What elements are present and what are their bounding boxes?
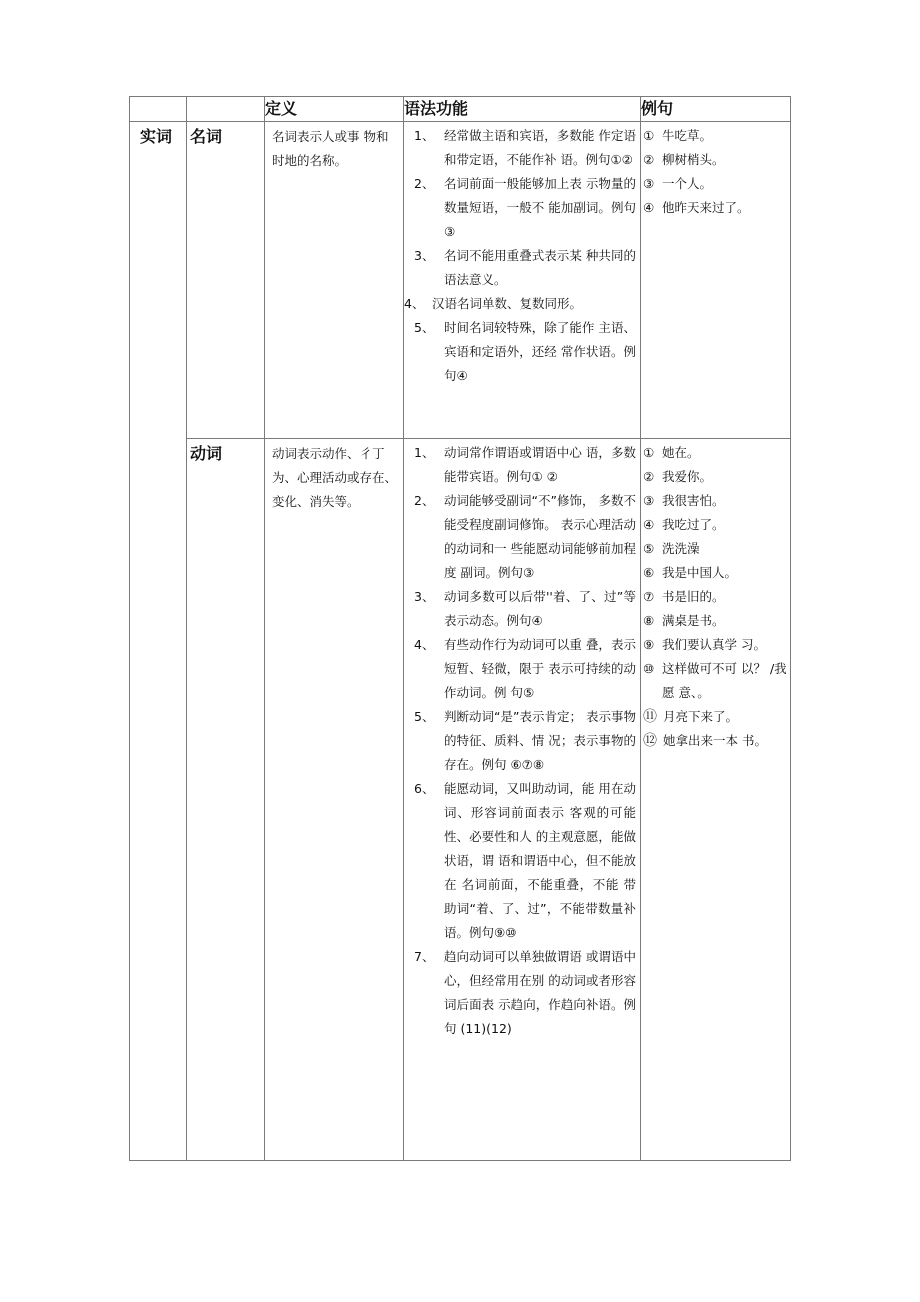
definition-verb: 动词表示动作、彳丁为、心理活动或存在、变化、消失等。 — [265, 439, 404, 1161]
example-number: ⑪ — [643, 709, 657, 725]
word-class-verb: 动词 — [187, 439, 265, 1161]
function-item — [408, 945, 636, 1041]
example-number: ⑫ — [643, 733, 657, 749]
function-text: 名词前面一般能够加上表 示物量的数量短语，一般不 能加副词。例句③ — [444, 176, 636, 239]
function-text: 时间名词较特殊，除了能作 主语、宾语和定语外，还经 常作状语。例句④ — [444, 320, 636, 383]
function-number: 3、 — [414, 589, 435, 604]
definition-noun: 名词表示人或事 物和时地的名称。 — [265, 122, 404, 439]
example-text: 牛吃草。 — [662, 128, 713, 143]
example-number: ④ — [643, 517, 655, 532]
examples-verb — [641, 439, 791, 1161]
function-number: 2、 — [414, 493, 435, 508]
example-number: ④ — [643, 200, 655, 215]
example-number: ⑤ — [643, 541, 655, 556]
example-text: 洗洗澡 — [662, 541, 700, 556]
function-item — [408, 316, 636, 388]
example-item — [643, 729, 788, 753]
example-number: ② — [643, 152, 655, 167]
function-text: 趋向动词可以单独做谓语 或谓语中心，但经常用在别 的动词或者形容词后面表 示趋向，作趋向补语。例句 (11)(12) — [444, 949, 636, 1036]
example-text: 她拿出来一本 书。 — [663, 733, 767, 748]
function-item — [408, 777, 636, 945]
example-item — [643, 172, 788, 196]
example-item — [643, 633, 788, 657]
examples-noun — [641, 122, 791, 439]
example-text: 我们要认真学 习。 — [662, 637, 766, 652]
example-number: ② — [643, 469, 655, 484]
function-number: 2、 — [414, 176, 435, 191]
example-item — [643, 705, 788, 729]
example-text: 满桌是书。 — [662, 613, 725, 628]
functions-noun — [404, 122, 641, 439]
header-examples: 例句 — [641, 97, 791, 122]
header-cell-subtype — [187, 97, 265, 122]
function-number: 5、 — [414, 709, 435, 724]
function-item — [404, 292, 636, 316]
function-text: 能愿动词，又叫助动词，能 用在动词、形容词前面表示 客观的可能性、必要性和人 的主观意愿，能做状语，谓 语和谓语中心，但不能放在 名词前面，不能重叠，不能 带助词“着、了、过”，不能带数量补语。例句⑨⑩ — [444, 781, 636, 940]
example-number: ⑦ — [643, 589, 655, 604]
example-item — [643, 657, 788, 705]
example-text: 柳树梢头。 — [662, 152, 725, 167]
table-row-verb — [130, 439, 791, 1161]
function-number: 1、 — [414, 445, 435, 460]
example-item — [643, 441, 788, 465]
header-row — [130, 97, 791, 122]
function-text: 判断动词“是”表示肯定； 表示事物的特征、质料、情 况；表示事物的存在。例句 ⑥⑦⑧ — [444, 709, 636, 772]
function-item — [408, 172, 636, 244]
example-number: ⑨ — [643, 637, 655, 652]
example-item — [643, 465, 788, 489]
function-item — [408, 489, 636, 585]
function-item — [408, 633, 636, 705]
example-item — [643, 561, 788, 585]
example-text: 我很害怕。 — [662, 493, 725, 508]
example-text: 他昨天来过了。 — [662, 200, 750, 215]
functions-verb — [404, 439, 641, 1161]
example-text: 书是旧的。 — [662, 589, 725, 604]
example-text: 我是中国人。 — [662, 565, 738, 580]
header-grammar-function: 语法功能 — [404, 97, 641, 122]
example-number: ⑧ — [643, 613, 655, 628]
function-item — [408, 585, 636, 633]
function-item — [408, 705, 636, 777]
function-text: 名词不能用重叠式表示某 种共同的语法意义。 — [444, 248, 636, 287]
function-number: 4、 — [404, 296, 425, 311]
function-text: 动词多数可以后带''着、了、过”等表示动态。例句④ — [444, 589, 636, 628]
example-item — [643, 585, 788, 609]
example-text: 我吃过了。 — [662, 517, 725, 532]
function-number: 7、 — [414, 949, 435, 964]
grammar-table — [129, 96, 791, 1161]
example-text: 我爱你。 — [662, 469, 713, 484]
function-text: 有些动作行为动词可以重 叠，表示短暂、轻微，限于 表示可持续的动作动词。例 句⑤ — [444, 637, 636, 700]
function-text: 经常做主语和宾语，多数能 作定语和带定语，不能作补 语。例句①② — [444, 128, 636, 167]
example-number: ① — [643, 128, 655, 143]
function-number: 4、 — [414, 637, 435, 652]
function-number: 1、 — [414, 128, 435, 143]
function-number: 3、 — [414, 248, 435, 263]
function-number: 5、 — [414, 320, 435, 335]
example-text: 一个人。 — [662, 176, 713, 191]
example-item — [643, 196, 788, 220]
function-text: 汉语名词单数、复数同形。 — [432, 296, 583, 311]
function-item — [408, 244, 636, 292]
function-text: 动词常作谓语或谓语中心 语，多数能带宾语。例句① ② — [444, 445, 636, 484]
function-item — [408, 441, 636, 489]
function-number: 6、 — [414, 781, 435, 796]
example-text: 她在。 — [662, 445, 700, 460]
table-row-noun — [130, 122, 791, 439]
category-cell: 实词 — [130, 122, 187, 1161]
example-number: ③ — [643, 176, 655, 191]
function-text: 动词能够受副词“不”修饰， 多数不能受程度副词修饰。 表示心理活动的动词和一 些能愿动词能够前加程度 副词。例句③ — [444, 493, 636, 580]
example-text: 月亮下来了。 — [663, 709, 739, 724]
example-number: ③ — [643, 493, 655, 508]
example-item — [643, 537, 788, 561]
example-item — [643, 124, 788, 148]
example-item — [643, 609, 788, 633]
word-class-noun: 名词 — [187, 122, 265, 439]
example-number: ⑥ — [643, 565, 655, 580]
function-item — [408, 124, 636, 172]
example-text: 这样做可不可 以？ /我愿 意、。 — [662, 661, 787, 700]
example-number: ① — [643, 445, 655, 460]
header-definition: 定义 — [265, 97, 404, 122]
header-cell-category — [130, 97, 187, 122]
example-item — [643, 489, 788, 513]
example-item — [643, 148, 788, 172]
example-item — [643, 513, 788, 537]
example-number: ⑩ — [643, 661, 655, 676]
